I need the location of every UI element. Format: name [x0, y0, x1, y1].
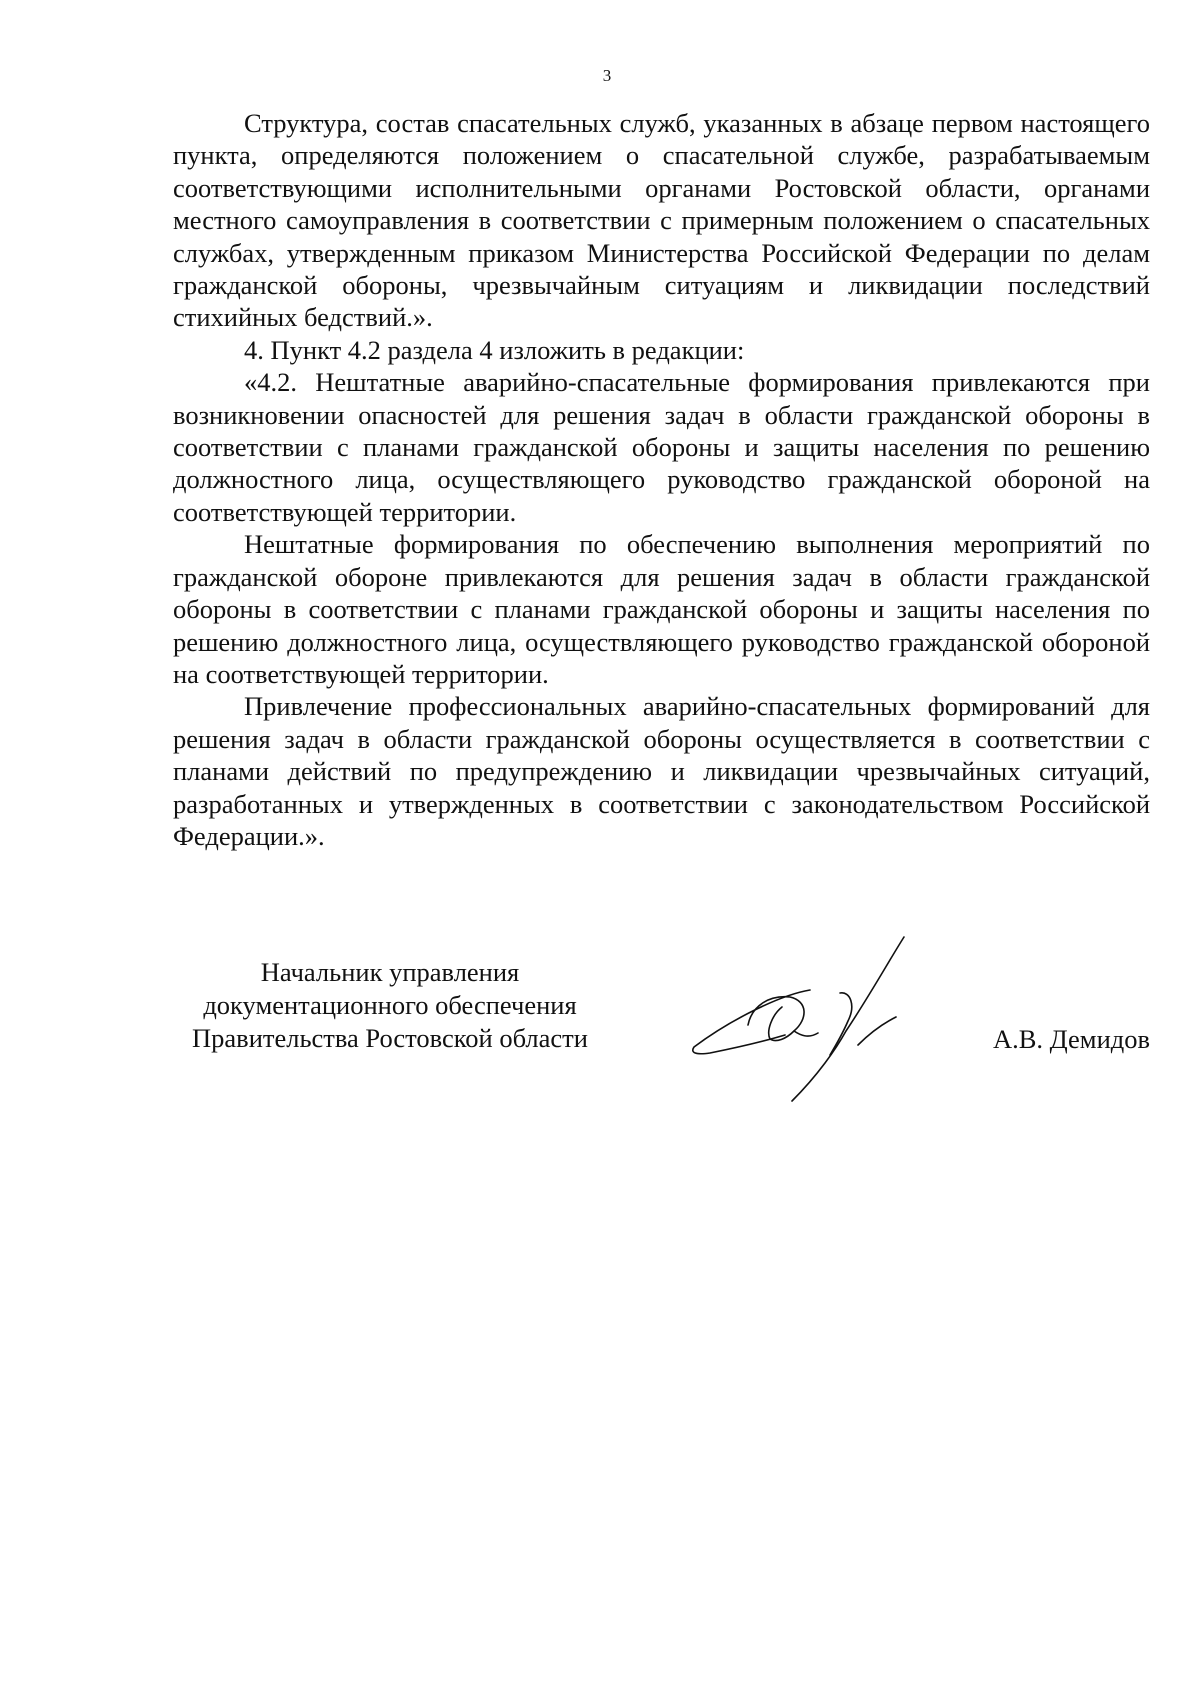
signer-position-line: Начальник управления: [260, 957, 520, 987]
signer-position-line: Правительства Ростовской области: [192, 1023, 588, 1053]
paragraph-nonstaff-formations: Нештатные формирования по обеспечению выполнения мероприятий по гражданской обороне привлекаются для решения задач в области гражданской обороны в соответствии с планами гражданской обороны и защиты населения по решению должностного лица, осуществляющего руководство гражданской обороной на соответствующей территории.: [173, 529, 1150, 689]
paragraph-amendment-instruction: 4. Пункт 4.2 раздела 4 изложить в редакции:: [244, 334, 745, 365]
paragraph-professional-formations: Привлечение профессиональных аварийно-спасательных формирований для решения задач в области гражданской обороны осуществляется в соответствии с планами действий по предупреждению и ликвидации чрезвычайных ситуаций, разработанных и утвержденных в соответствии с законодательством Российской Федерации.».: [173, 691, 1150, 851]
signer-name: А.В. Демидов: [992, 1024, 1150, 1054]
document-body: [173, 107, 1150, 852]
handwritten-signature: [690, 935, 970, 1105]
paragraph-rescue-services-structure: Структура, состав спасательных служб, указанных в абзаце первом настоящего пункта, определяются положением о спасательной службе, разрабатываемым соответствующими исполнительными органами Ростовской области, органами местного самоуправления в соответствии с примерным положением о спасательных службах, утвержденным приказом Министерства Российской Федерации по делам гражданской обороны, чрезвычайным ситуациям и ликвидации последствий стихийных бедствий.».: [173, 108, 1150, 333]
signer-position: [170, 956, 610, 1055]
signer-position-line: документационного обеспечения: [203, 990, 577, 1020]
paragraph-point-4-2: «4.2. Нештатные аварийно-спасательные формирования привлекаются при возникновении опасностей для решения задач в области гражданской обороны в соответствии с планами гражданской обороны и защиты населения по решению должностного лица, осуществляющего руководство гражданской обороной на соответствующей территории.: [173, 367, 1150, 527]
page-number: 3: [602, 66, 612, 85]
